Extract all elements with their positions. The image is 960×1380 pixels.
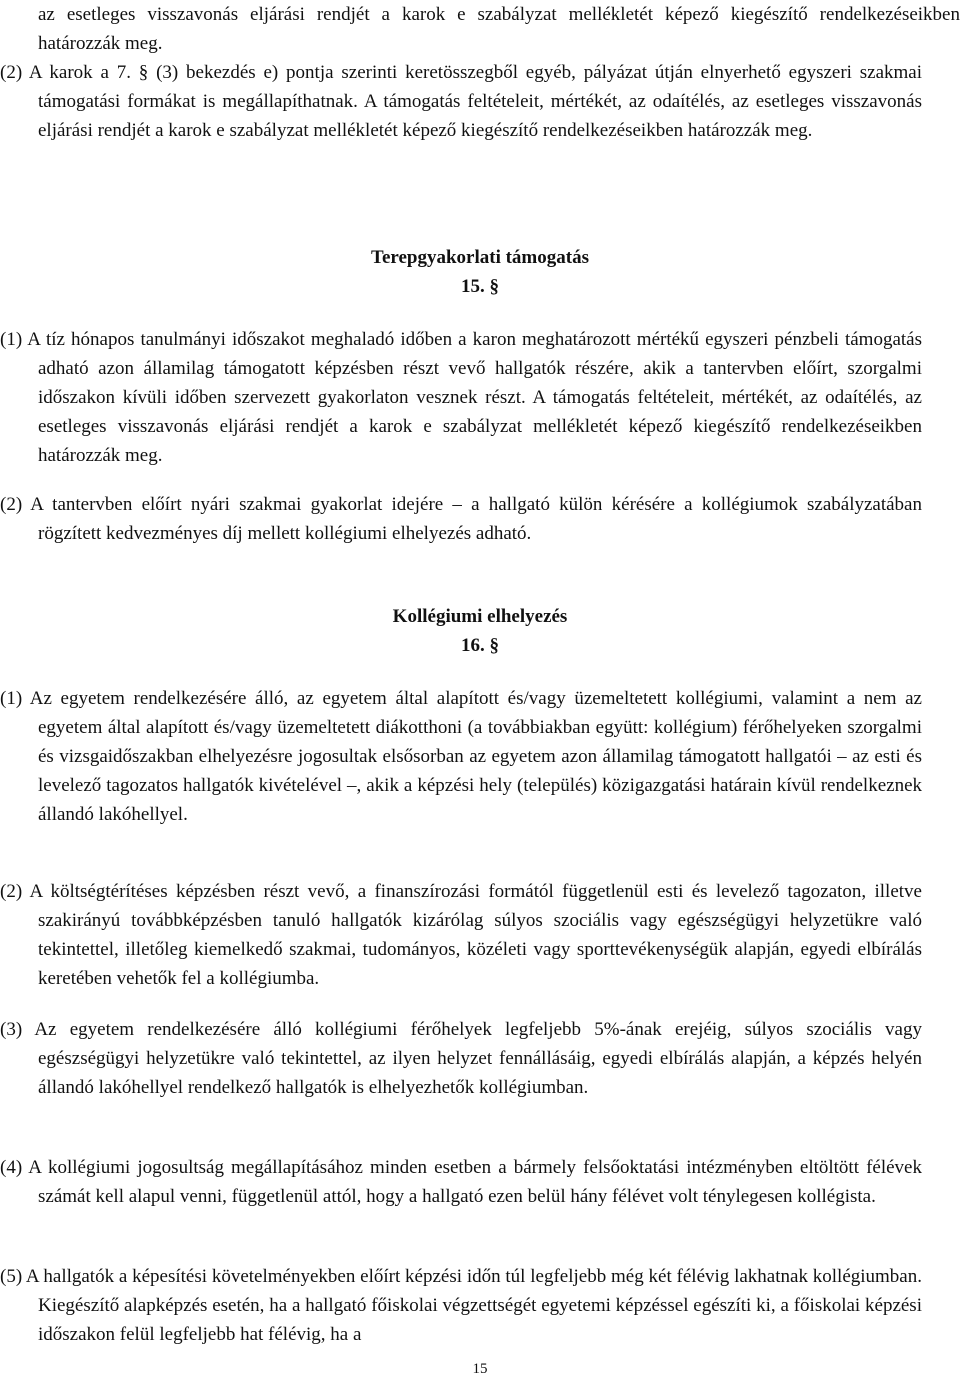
paragraph-16-3: (3) Az egyetem rendelkezésére álló kollégiumi férőhelyek legfeljebb 5%-ának erejéig, súlyos szociális vagy egészségügyi helyzetükre való tekintettel, az ilyen helyzet fennállásáig, egyedi elbírálás alapján, a képzés helyén állandó lakóhellyel rendelkező hallgatók is elhelyezhetők kollégiumban. <box>0 1019 922 1098</box>
section-15-number: 15. § <box>461 276 499 297</box>
section-16-title: Kollégiumi elhelyezés <box>392 606 568 627</box>
paragraph-14-2: (2) A karok a 7. § (3) bekezdés e) pontja szerinti keretösszegből egyéb, pályázat útján elnyerhető egyszeri szakmai támogatási formákat is megállapíthatnak. A támogatás feltételeit, mértékét, az odaítélés, az esetleges visszavonás eljárási rendjét a karok e szabályzat mellékletét képező kiegészítő rendelkezéseikben határozzák meg. <box>0 62 922 141</box>
paragraph-16-2: (2) A költségtérítéses képzésben részt vevő, a finanszírozási formától függetlenül esti és levelező tagozaton, illetve szakirányú továbbképzésben tanuló hallgatók kizárólag súlyos szociális vagy egészségügyi helyzetükre való tekintettel, illetőleg kiemelkedő szakmai, tudományos, közéleti vagy sporttevékenységük alapján, egyedi elbírálás keretében vehetők fel a kollégiumba. <box>0 881 922 989</box>
paragraph-16-4: (4) A kollégiumi jogosultság megállapításához minden esetben a bármely felsőoktatási intézményben eltöltött félévek számát kell alapul venni, függetlenül attól, hogy a hallgató ezen belül hány félévet volt ténylegesen kollégista. <box>0 1157 922 1207</box>
paragraph-continuation: az esetleges visszavonás eljárási rendjét a karok e szabályzat mellékletét képező kiegészítő rendelkezéseikben határozzák meg. <box>38 4 960 54</box>
section-15-title: Terepgyakorlati támogatás <box>371 247 589 268</box>
section-16-number: 16. § <box>461 635 499 656</box>
paragraph-15-2: (2) A tantervben előírt nyári szakmai gyakorlat idejére – a hallgató külön kérésére a kollégiumok szabályzatában rögzített kedvezményes díj mellett kollégiumi elhelyezés adható. <box>0 494 922 544</box>
paragraph-16-1: (1) Az egyetem rendelkezésére álló, az egyetem által alapított és/vagy üzemeltetett kollégiumi, valamint a nem az egyetem által alapított és/vagy üzemeltetett diákotthoni (a továbbiakban együtt: kollégium) férőhelyeken szorgalmi és vizsgaidőszakban elhelyezésre jogosultak elsősorban az egyetem azon államilag támogatott hallgatói – az esti és levelező tagozatos hallgatók kivételével –, akik a képzési hely (település) közigazgatási határain kívül rendelkeznek állandó lakóhellyel. <box>0 688 922 825</box>
paragraph-16-5: (5) A hallgatók a képesítési követelményekben előírt képzési időn túl legfeljebb még két félévig lakhatnak kollégiumban. Kiegészítő alapképzés esetén, ha a hallgató főiskolai végzettségét egyetemi képzéssel egészíti ki, a főiskolai képzési időszakon felül legfeljebb hat félévig, ha a <box>0 1266 922 1345</box>
paragraph-15-1: (1) A tíz hónapos tanulmányi időszakot meghaladó időben a karon meghatározott mértékű egyszeri pénzbeli támogatás adható azon államilag támogatott képzésben részt vevő hallgatók részére, akik a tantervben előírt, szorgalmi időszakon kívüli időben szervezett gyakorlaton vesznek részt. A támogatás feltételeit, mértékét, az odaítélés, az esetleges visszavonás eljárási rendjét a karok e szabályzat mellékletét képező kiegészítő rendelkezéseikben határozzák meg. <box>0 329 922 466</box>
page-number: 15 <box>472 1361 488 1377</box>
